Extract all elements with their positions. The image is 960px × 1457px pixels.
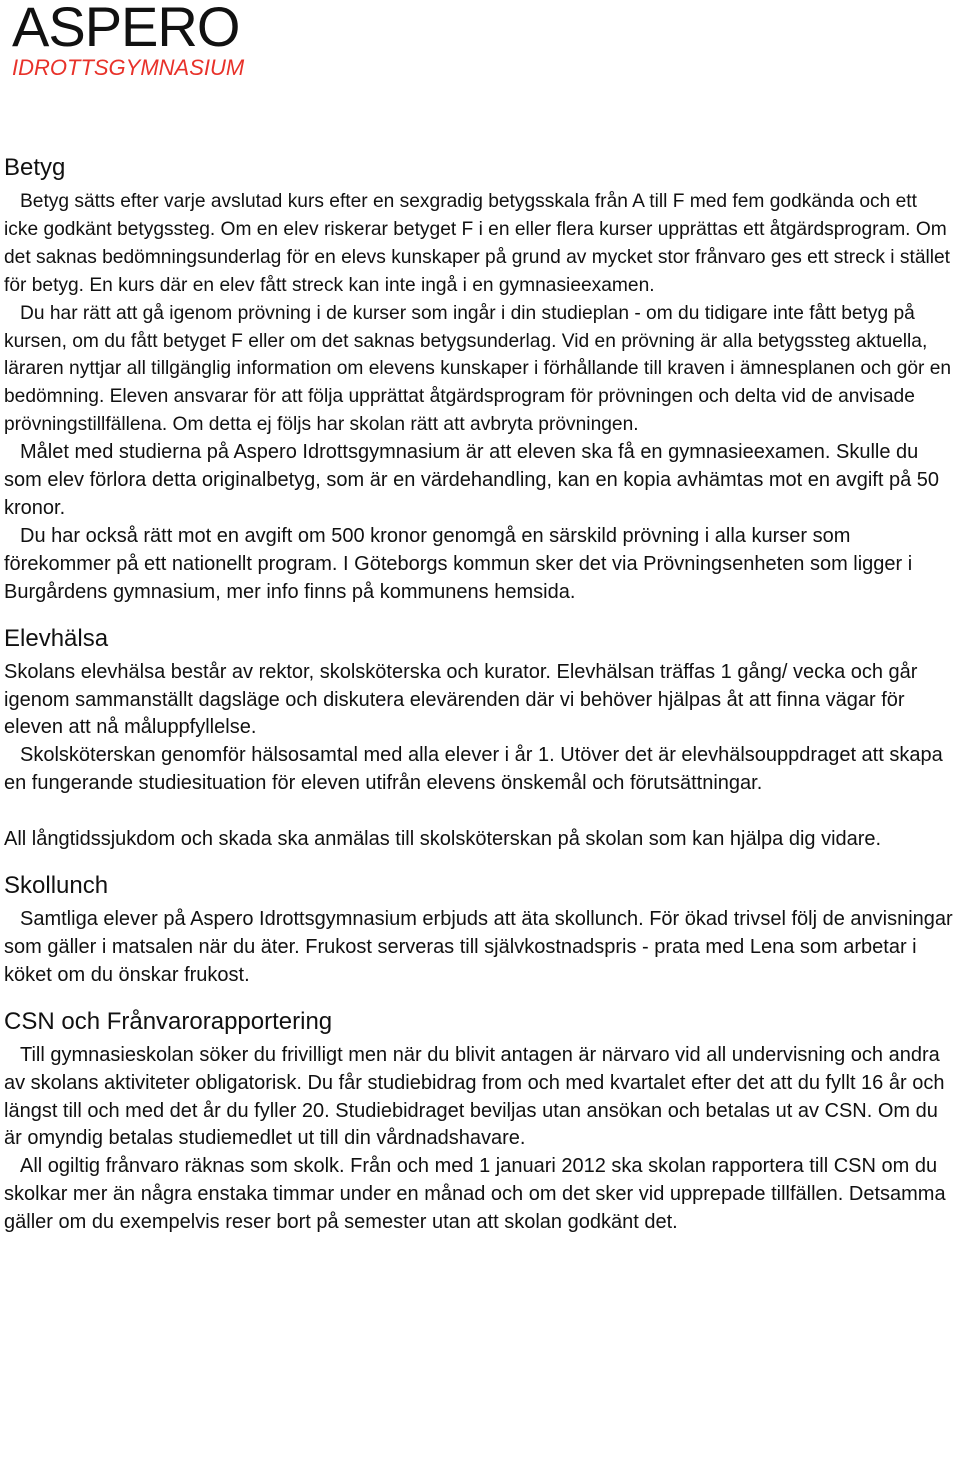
section-heading-elevhalsa: Elevhälsa — [4, 624, 109, 652]
section-elevhalsa — [4, 619, 956, 854]
section-heading-skollunch: Skollunch — [4, 872, 109, 900]
section-heading-csn: CSN och Frånvarorapportering — [4, 1007, 333, 1035]
logo-subtitle: IDROTTSGYMNASIUM — [12, 55, 245, 80]
paragraph: All långtidssjukdom och skada ska anmälas till skolsköterskan på skolan som kan hjälpa dig vidare. — [4, 828, 882, 851]
paragraph: Du har också rätt mot en avgift om 500 kronor genomgå en särskild prövning i alla kurser som förekommer på ett nationellt program. I Göteborgs kommun sker det via Prövningsenheten som ligger i Burgårdens gymnasium, mer info finns på kommunens hemsida. — [4, 524, 913, 603]
paragraph: Till gymnasieskolan söker du frivilligt men när du blivit antagen är närvaro vid all undervisning och andra av skolans aktiviteter obligatorisk. Du får studiebidrag from och med kvartalet efter det att du fyllt 16 år och längst till och med det år du fyller 20. Studiebidraget beviljas utan ansökan och betalas ut av CSN. Om du är omyndig betalas studiemedlet ut till din vårdnadshavare. — [4, 1043, 945, 1150]
paragraph: All ogiltig frånvaro räknas som skolk. Från och med 1 januari 2012 ska skolan rapportera till CSN om du skolkar mer än några enstaka timmar under en månad och om det sker vid upprepade tillfällen. Detsamma gäller om du exempelvis reser bort på semester utan att skolan godkänt det. — [4, 1155, 946, 1234]
section-betyg — [4, 148, 956, 607]
school-logo — [12, 0, 244, 80]
logo-name: ASPERO — [12, 0, 240, 58]
paragraph: Målet med studierna på Aspero Idrottsgymnasium är att eleven ska få en gymnasieexamen. Skulle du som elev förlora detta originalbetyg, som är en värdehandling, kan en kopia avhämtas mot en avgift på 50 kronor. — [4, 441, 939, 519]
paragraph: Du har rätt att gå igenom prövning i de kurser som ingår i din studieplan - om du tidigare inte fått betyg på kursen, om du fått betyget F eller om det saknas betygsunderlag. Vid en prövning är alla betygssteg aktuella, läraren nyttjar all tillgänglig information om elevens kunskaper i förhållande till kraven i ämnesplanen och gör en bedömning. Eleven ansvarar för att följa upprättat åtgärdsprogram för prövningen och delta vid de anvisade prövningstillfällena. Om detta ej följs har skolan rätt att avbryta prövningen. — [4, 302, 952, 436]
paragraph: Samtliga elever på Aspero Idrottsgymnasium erbjuds att äta skollunch. För ökad trivsel följ de anvisningar som gäller i matsalen när du äter. Frukost serveras till självkostnadspris - prata med Lena som arbetar i köket om du önskar frukost. — [4, 908, 953, 986]
paragraph: Skolans elevhälsa består av rektor, skolsköterska och kurator. Elevhälsan träffas 1 gång/ vecka och går igenom sammanställt dagsläge och diskutera elevärenden där vi behöver hjälpas åt att finna vägar för eleven att nå måluppfyllelse. — [4, 660, 918, 739]
paragraph: Betyg sätts efter varje avslutad kurs efter en sexgradig betygsskala från A till F med fem godkända och ett icke godkänt betygssteg. Om en elev riskerar betyget F i en eller flera kurser upprättas ett åtgärdsprogram. Om det saknas bedömningsunderlag för en elevs kunskaper på grund av mycket stor frånvaro ges ett streck i stället för betyg. En kurs där en elev fått streck kan inte ingå i en gymnasieexamen. — [4, 191, 951, 296]
paragraph: Skolsköterskan genomför hälsosamtal med alla elever i år 1. Utöver det är elevhälsouppdraget att skapa en fungerande studiesituation för eleven utifrån elevens önskemål och förutsättningar. — [4, 744, 943, 795]
section-csn — [4, 1002, 956, 1237]
document-body — [4, 148, 956, 1237]
section-heading-betyg: Betyg — [4, 154, 66, 181]
section-skollunch — [4, 866, 956, 990]
